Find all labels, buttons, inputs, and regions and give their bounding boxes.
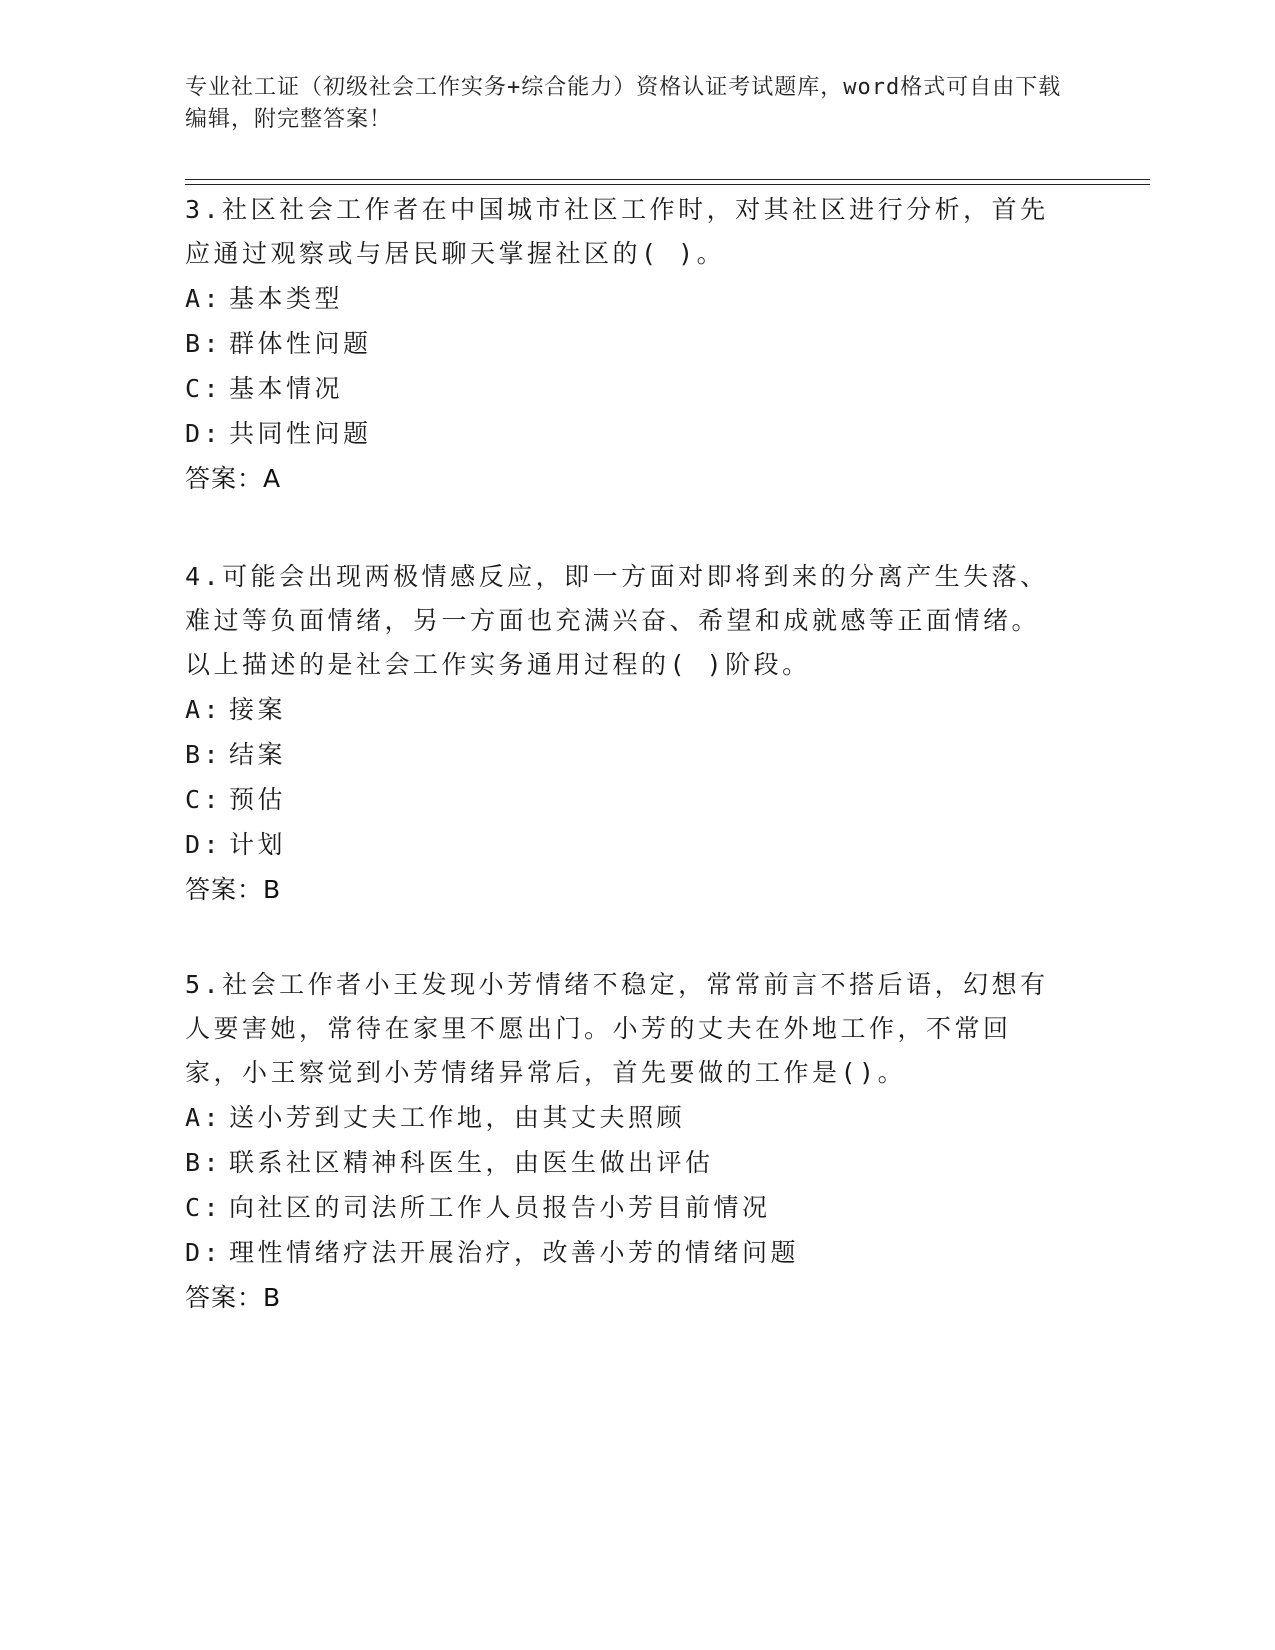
option-b [185,321,1065,366]
option-a [185,687,1065,732]
option-text: 向社区的司法所工作人员报告小芳目前情况 [229,1193,771,1222]
option-key: B: [185,329,223,358]
option-text: 预估 [229,785,287,814]
option-text: 接案 [229,695,287,724]
option-text: 计划 [229,830,287,859]
option-c [185,366,1065,411]
option-key: D: [185,1238,223,1267]
option-text: 联系社区精神科医生，由医生做出评估 [229,1148,714,1177]
option-key: A: [185,695,223,724]
option-text: 基本情况 [229,374,344,403]
option-key: A: [185,284,223,313]
option-key: B: [185,1148,223,1177]
option-key: C: [185,785,223,814]
option-d [185,411,1065,456]
question-stem: 3.社区社会工作者在中国城市社区工作时，对其社区进行分析，首先应通过观察或与居民聊天掌握社区的( )。 [185,195,1049,268]
option-key: C: [185,1193,223,1222]
header-divider [185,179,1150,180]
question-stem: 4.可能会出现两极情感反应，即一方面对即将到来的分离产生失落、难过等负面情绪，另一方面也充满兴奋、希望和成就感等正面情绪。以上描述的是社会工作实务通用过程的( )阶段。 [185,562,1049,679]
option-key: B: [185,740,223,769]
document-header: 专业社工证（初级社会工作实务+综合能力）资格认证考试题库，word格式可自由下载编辑，附完整答案！ [185,75,1062,132]
option-d [185,822,1065,867]
option-key: D: [185,419,223,448]
header-divider-secondary [185,184,1150,185]
option-text: 基本类型 [229,284,344,313]
option-text: 群体性问题 [229,329,372,358]
option-c [185,1185,1065,1230]
option-text: 共同性问题 [229,419,372,448]
option-text: 理性情绪疗法开展治疗，改善小芳的情绪问题 [229,1238,800,1267]
option-key: A: [185,1103,223,1132]
option-text: 结案 [229,740,287,769]
option-key: D: [185,830,223,859]
option-a [185,1095,1065,1140]
option-d [185,1230,1065,1275]
question-3 [185,188,1065,502]
option-text: 送小芳到丈夫工作地，由其丈夫照顾 [229,1103,686,1132]
question-4 [185,555,1065,913]
answer-line: 答案：B [185,875,282,904]
option-key: C: [185,374,223,403]
answer-line: 答案：B [185,1283,282,1312]
option-a [185,276,1065,321]
question-5 [185,963,1065,1321]
question-stem: 5.社会工作者小王发现小芳情绪不稳定，常常前言不搭后语，幻想有人要害她，常待在家里不愿出门。小芳的丈夫在外地工作，不常回家，小王察觉到小芳情绪异常后，首先要做的工作是()。 [185,970,1049,1087]
option-b [185,732,1065,777]
option-c [185,777,1065,822]
option-b [185,1140,1065,1185]
answer-line: 答案：A [185,464,282,493]
